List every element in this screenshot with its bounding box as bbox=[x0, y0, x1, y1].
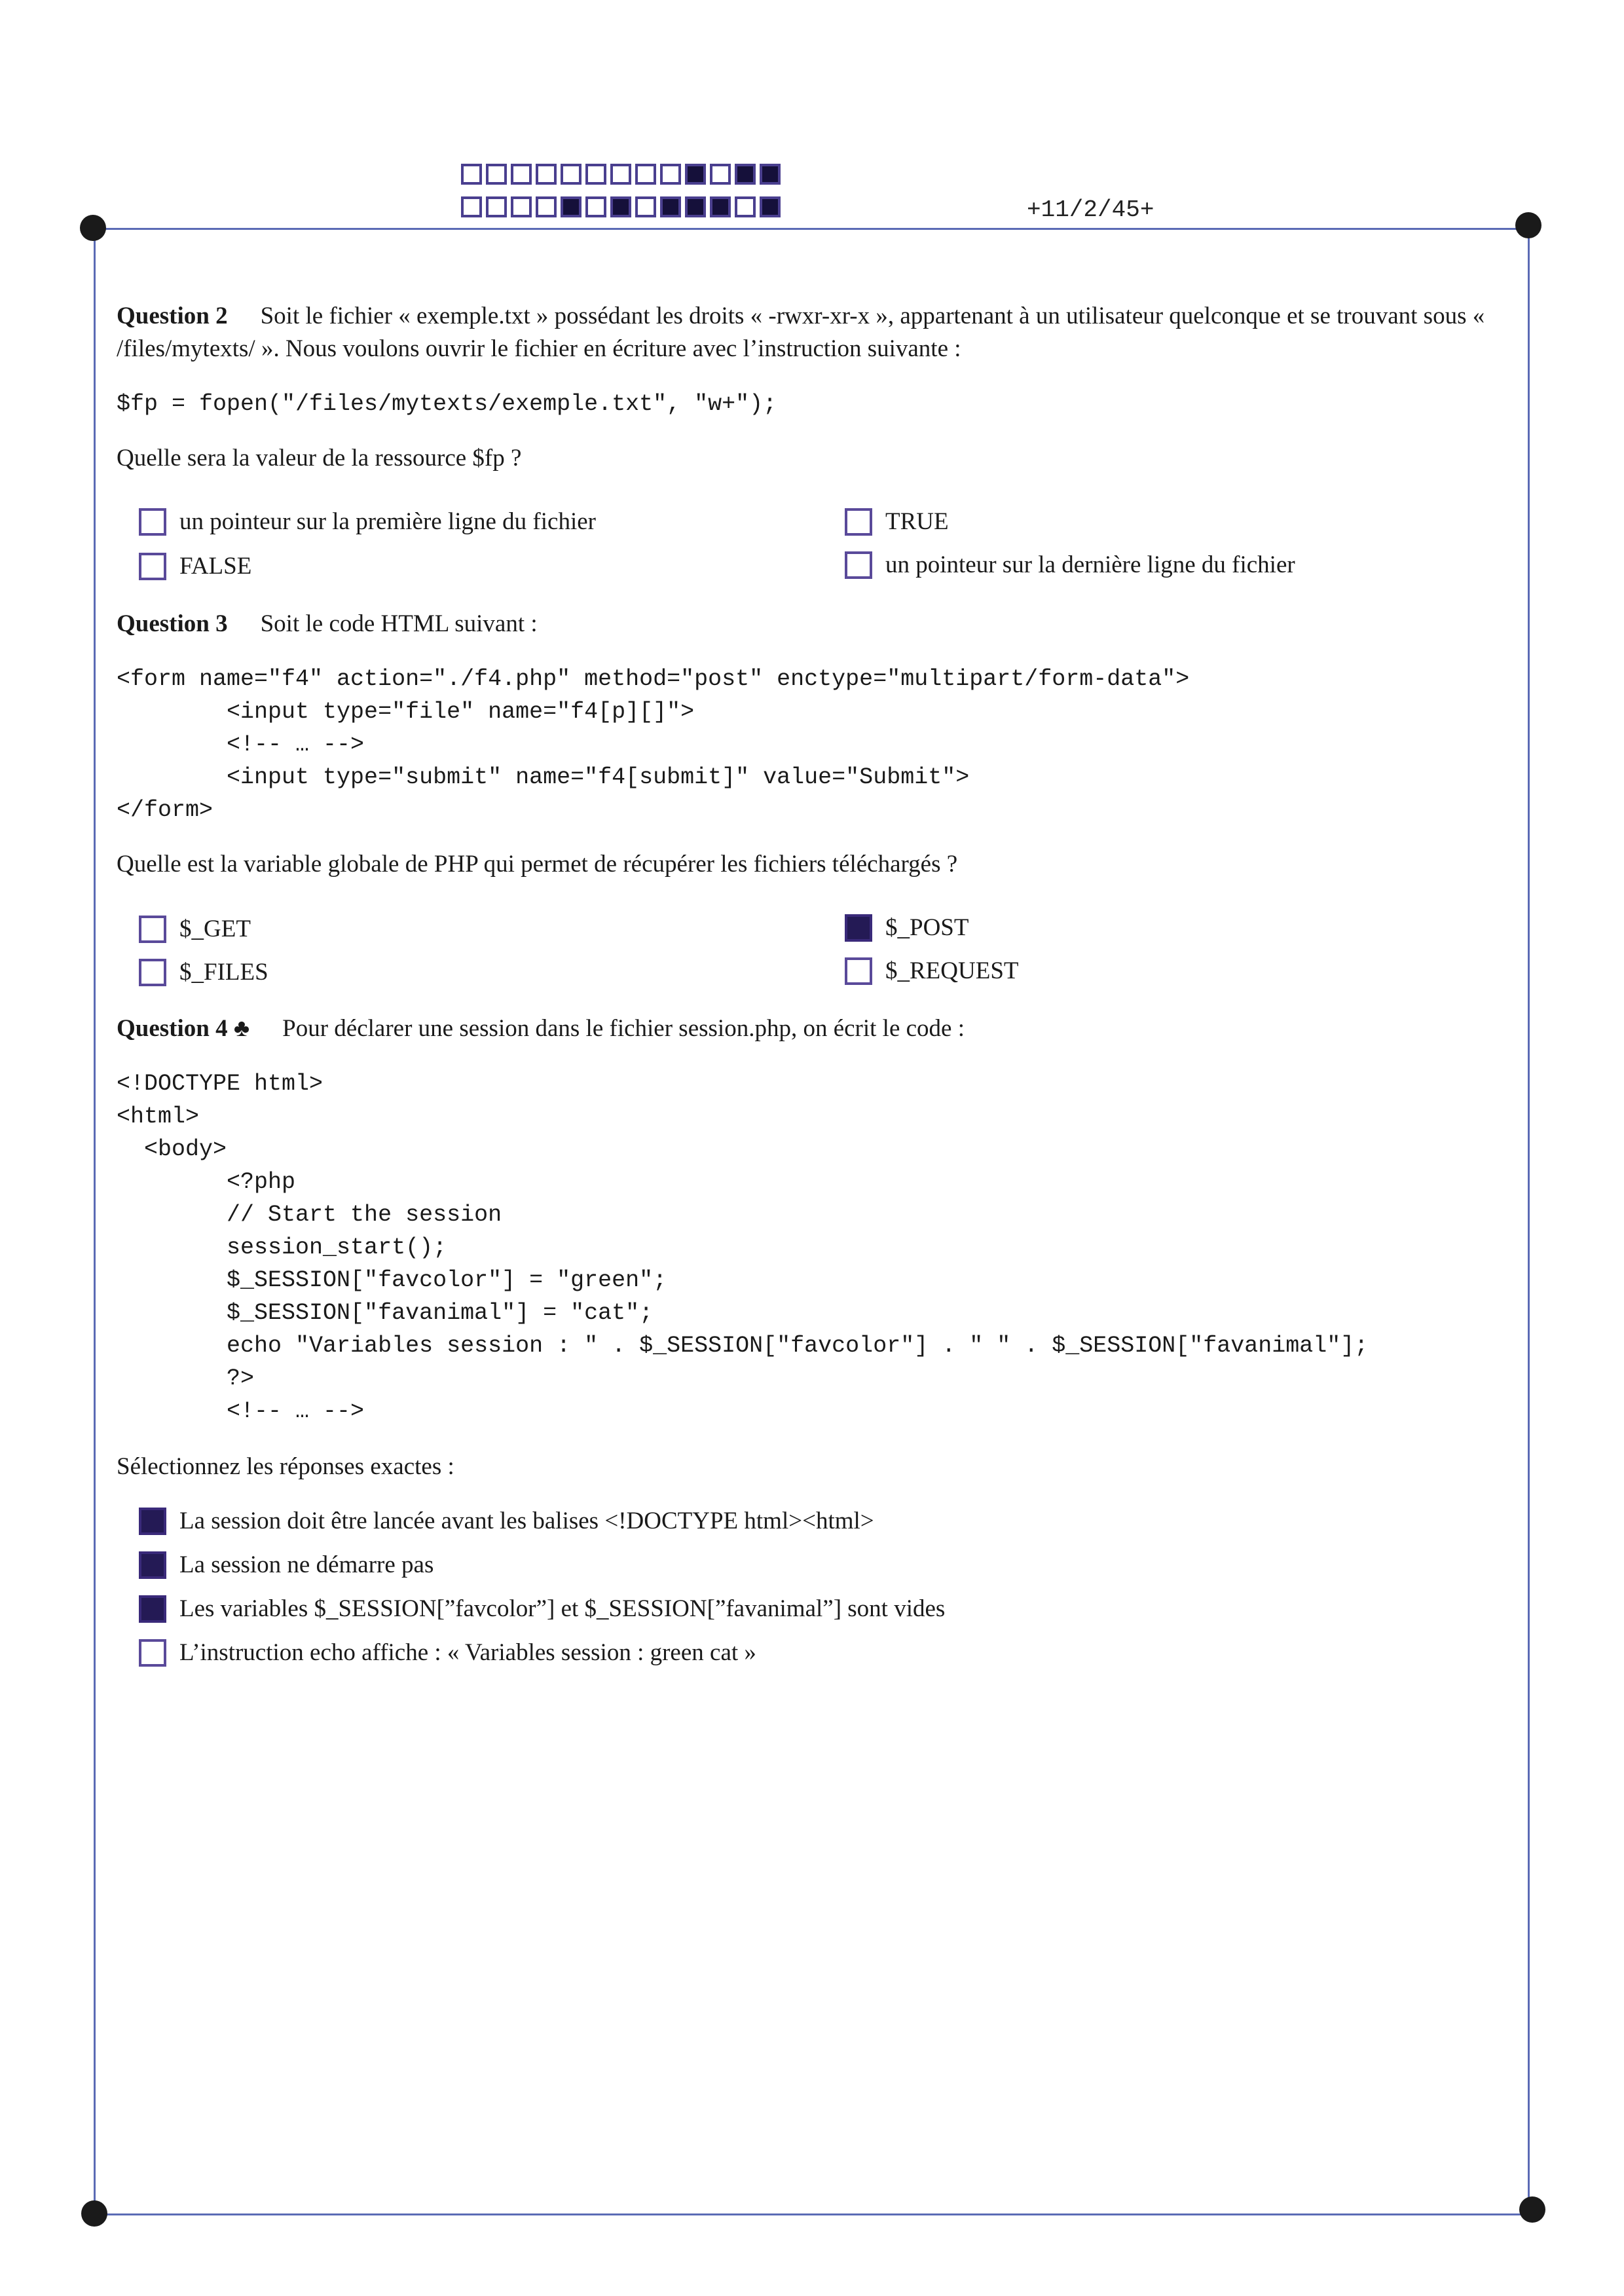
code-cell bbox=[735, 164, 756, 185]
q2-option-first-line-pointer[interactable] bbox=[139, 506, 596, 538]
corner-mark-top-left bbox=[80, 215, 106, 241]
code-cell bbox=[735, 196, 756, 217]
code-cell bbox=[585, 164, 606, 185]
code-cell bbox=[635, 164, 656, 185]
frame-right-line bbox=[1528, 228, 1530, 2215]
code-cell bbox=[710, 164, 731, 185]
code-cell bbox=[461, 196, 482, 217]
question-2-statement bbox=[117, 300, 1518, 365]
option-label: un pointeur sur la première ligne du fichier bbox=[179, 508, 596, 535]
question-3-text: Soit le code HTML suivant : bbox=[260, 610, 538, 637]
question-2-code: $fp = fopen("/files/mytexts/exemple.txt", "w+"); bbox=[117, 391, 777, 417]
option-label: $_GET bbox=[179, 916, 251, 942]
frame-bottom-line bbox=[92, 2213, 1530, 2215]
question-4-statement bbox=[117, 1012, 1518, 1045]
sheet-code-row-1 bbox=[461, 164, 784, 185]
option-label: $_FILES bbox=[179, 959, 268, 986]
checkbox[interactable] bbox=[845, 508, 872, 536]
code-cell bbox=[536, 164, 557, 185]
sheet-code-row-2 bbox=[461, 196, 784, 217]
code-cell bbox=[511, 196, 532, 217]
checkbox[interactable] bbox=[139, 1639, 166, 1667]
question-4-code: <!DOCTYPE html> <html> <body> <?php // Start the session session_start(); $_SESSION["favcolor"] = "green"; $_SESSION["favanimal"] = "cat"; echo "Variables session : " . $_SESSION["favcolor"] . " " . $_SESSION["favanimal"]; ?> <!-- … --> bbox=[117, 1071, 1369, 1424]
code-cell bbox=[610, 196, 631, 217]
option-label: La session doit être lancée avant les balises <!DOCTYPE html><html> bbox=[179, 1508, 874, 1534]
q2-option-false[interactable] bbox=[139, 550, 251, 583]
question-3-label: Question 3 bbox=[117, 610, 228, 637]
corner-mark-bottom-right bbox=[1519, 2196, 1545, 2223]
frame-top-line bbox=[92, 228, 1530, 230]
checkbox[interactable] bbox=[139, 959, 166, 986]
code-cell bbox=[486, 196, 507, 217]
option-label: TRUE bbox=[885, 508, 949, 535]
code-cell bbox=[610, 164, 631, 185]
question-4-label: Question 4 ♣ bbox=[117, 1015, 250, 1042]
code-cell bbox=[635, 196, 656, 217]
question-4-text: Pour déclarer une session dans le fichier session.php, on écrit le code : bbox=[282, 1015, 965, 1042]
code-cell bbox=[561, 164, 581, 185]
checkbox[interactable] bbox=[139, 508, 166, 536]
checkbox[interactable] bbox=[845, 914, 872, 942]
checkbox[interactable] bbox=[139, 1595, 166, 1623]
question-2-prompt: Quelle sera la valeur de la ressource $fp ? bbox=[117, 445, 522, 472]
question-3-prompt: Quelle est la variable globale de PHP qui permet de récupérer les fichiers téléchargés ? bbox=[117, 851, 958, 878]
question-3-code: <form name="f4" action="./f4.php" method="post" enctype="multipart/form-data"> <input type="file" name="f4[p][]"> <!-- … --> <input type="submit" name="f4[submit]" value="Submit"> </form> bbox=[117, 666, 1190, 823]
q4-option-session-not-started[interactable] bbox=[139, 1549, 434, 1582]
question-2-text: Soit le fichier « exemple.txt » possédant les droits « -rwxr-xr-x », appartenant à un utilisateur quelconque et se trouvant sous « /files/mytexts/ ». Nous voulons ouvrir le fichier en écriture avec l’instruction suivante : bbox=[117, 303, 1485, 362]
option-label: La session ne démarre pas bbox=[179, 1551, 434, 1578]
checkbox[interactable] bbox=[845, 551, 872, 579]
q3-option-files[interactable] bbox=[139, 956, 268, 989]
option-label: FALSE bbox=[179, 553, 252, 580]
corner-mark-bottom-left bbox=[81, 2200, 107, 2227]
sheet-id: +11/2/45+ bbox=[1027, 196, 1154, 223]
option-label: $_REQUEST bbox=[885, 957, 1019, 984]
q3-option-post[interactable] bbox=[845, 912, 969, 944]
frame-left-line bbox=[94, 228, 96, 2215]
checkbox[interactable] bbox=[139, 553, 166, 580]
q3-option-request[interactable] bbox=[845, 955, 1019, 988]
q2-option-last-line-pointer[interactable] bbox=[845, 549, 1295, 582]
code-cell bbox=[561, 196, 581, 217]
code-cell bbox=[486, 164, 507, 185]
option-label: un pointeur sur la dernière ligne du fichier bbox=[885, 551, 1295, 578]
checkbox[interactable] bbox=[845, 957, 872, 985]
question-2-label: Question 2 bbox=[117, 303, 228, 329]
code-cell bbox=[536, 196, 557, 217]
q3-option-get[interactable] bbox=[139, 913, 251, 946]
q4-option-session-before-doctype[interactable] bbox=[139, 1505, 874, 1538]
q4-option-variables-empty[interactable] bbox=[139, 1593, 945, 1625]
code-cell bbox=[760, 164, 781, 185]
checkbox[interactable] bbox=[139, 1551, 166, 1579]
code-cell bbox=[760, 196, 781, 217]
code-cell bbox=[685, 164, 706, 185]
checkbox[interactable] bbox=[139, 916, 166, 943]
question-4-prompt: Sélectionnez les réponses exactes : bbox=[117, 1453, 454, 1480]
code-cell bbox=[511, 164, 532, 185]
option-label: L’instruction echo affiche : « Variables session : green cat » bbox=[179, 1639, 756, 1666]
option-label: $_POST bbox=[885, 914, 969, 941]
code-cell bbox=[685, 196, 706, 217]
checkbox[interactable] bbox=[139, 1508, 166, 1535]
code-cell bbox=[660, 164, 681, 185]
q4-option-echo-green-cat[interactable] bbox=[139, 1637, 756, 1669]
option-label: Les variables $_SESSION[”favcolor”] et $_SESSION[”favanimal”] sont vides bbox=[179, 1595, 946, 1622]
corner-mark-top-right bbox=[1515, 212, 1541, 238]
code-cell bbox=[585, 196, 606, 217]
q2-option-true[interactable] bbox=[845, 506, 949, 538]
code-cell bbox=[710, 196, 731, 217]
code-cell bbox=[461, 164, 482, 185]
code-cell bbox=[660, 196, 681, 217]
question-3-statement bbox=[117, 608, 1518, 640]
